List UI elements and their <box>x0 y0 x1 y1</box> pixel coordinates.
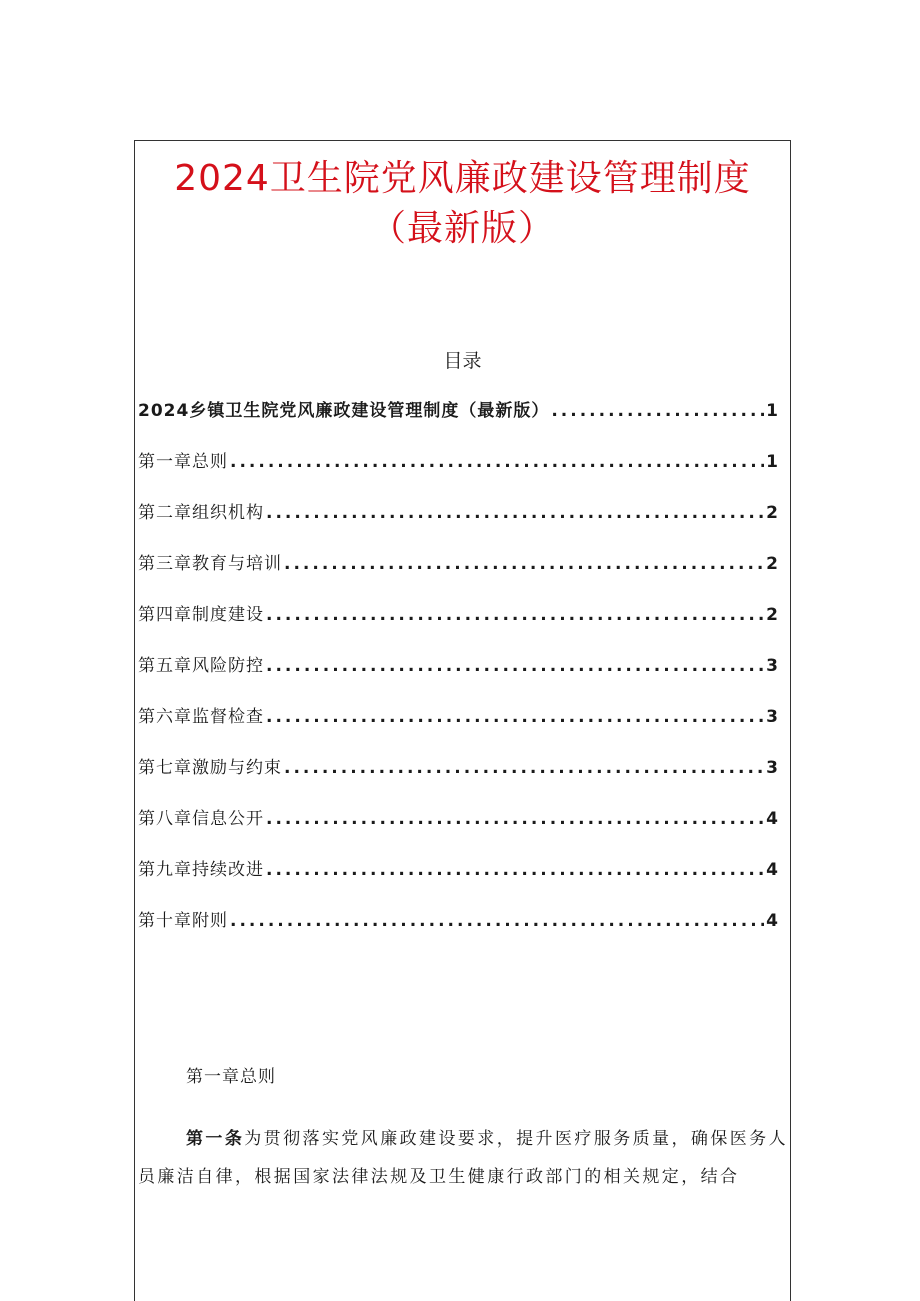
toc-item-label: 第二章组织机构 <box>138 503 264 523</box>
toc-leader-dots <box>266 809 764 829</box>
table-of-contents <box>138 396 778 957</box>
toc-item-label: 第一章总则 <box>138 452 228 472</box>
toc-item-label: 第九章持续改进 <box>138 860 264 880</box>
toc-item[interactable] <box>138 396 778 447</box>
toc-item[interactable] <box>138 804 778 855</box>
toc-leader-dots <box>266 605 764 625</box>
toc-leader-dots <box>266 656 764 676</box>
toc-leader-dots <box>230 911 764 931</box>
toc-item-page: 3 <box>766 707 778 727</box>
toc-item[interactable] <box>138 600 778 651</box>
toc-item-label: 第四章制度建设 <box>138 605 264 625</box>
toc-item-page: 3 <box>766 656 778 676</box>
chapter-heading: 第一章总则 <box>186 1067 276 1087</box>
toc-item-label: 第八章信息公开 <box>138 809 264 829</box>
toc-item[interactable] <box>138 447 778 498</box>
toc-leader-dots <box>230 452 764 472</box>
toc-item-page: 4 <box>766 860 778 880</box>
toc-item[interactable] <box>138 855 778 906</box>
toc-item[interactable] <box>138 651 778 702</box>
toc-leader-dots <box>266 707 764 727</box>
toc-item-label: 第五章风险防控 <box>138 656 264 676</box>
toc-item-page: 2 <box>766 554 778 574</box>
toc-item-label: 第十章附则 <box>138 911 228 931</box>
toc-leader-dots <box>266 503 764 523</box>
article-paragraph <box>138 1120 788 1196</box>
toc-item[interactable] <box>138 753 778 804</box>
toc-item[interactable] <box>138 906 778 957</box>
toc-item-label: 2024乡镇卫生院党风廉政建设管理制度（最新版） <box>138 401 550 421</box>
document-title-line1: 2024卫生院党风廉政建设管理制度 <box>174 158 751 199</box>
toc-leader-dots <box>284 758 764 778</box>
toc-item-label: 第六章监督检查 <box>138 707 264 727</box>
toc-leader-dots <box>284 554 764 574</box>
toc-item-page: 2 <box>766 503 778 523</box>
toc-item-page: 3 <box>766 758 778 778</box>
toc-item-label: 第三章教育与培训 <box>138 554 282 574</box>
toc-item[interactable] <box>138 498 778 549</box>
toc-item[interactable] <box>138 549 778 600</box>
toc-item-page: 4 <box>766 911 778 931</box>
document-title-line2: （最新版） <box>369 208 555 249</box>
toc-item-label: 第七章激励与约束 <box>138 758 282 778</box>
toc-leader-dots <box>551 401 764 421</box>
toc-item-page: 4 <box>766 809 778 829</box>
article-lead: 第一条 <box>186 1129 245 1149</box>
toc-item-page: 1 <box>766 401 778 421</box>
toc-heading: 目录 <box>443 350 482 372</box>
toc-item[interactable] <box>138 702 778 753</box>
toc-item-page: 2 <box>766 605 778 625</box>
toc-item-page: 1 <box>766 452 778 472</box>
toc-leader-dots <box>266 860 764 880</box>
article-text: 为贯彻落实党风廉政建设要求，提升医疗服务质量，确保医务人员廉洁自律，根据国家法律法规及卫生健康行政部门的相关规定，结合 <box>138 1129 788 1187</box>
